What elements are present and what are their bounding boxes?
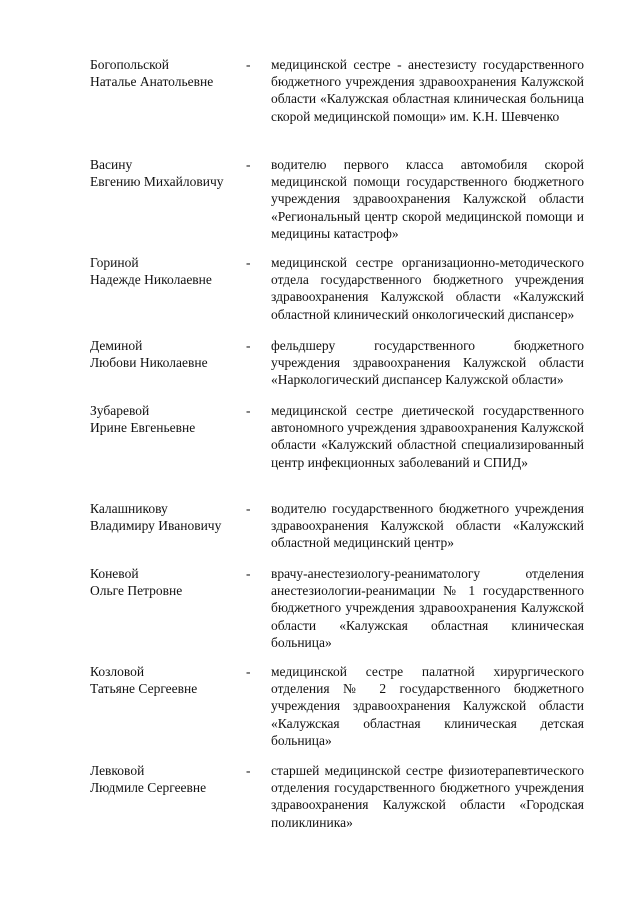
recipient-name <box>90 565 250 599</box>
separator-dash: - <box>246 157 251 172</box>
recipient-position: старшей медицинской сестре физиотерапевтического отделения государственного бюджетного учреждения здравоохранения Калужской области «Городская поликлиника» <box>271 763 584 830</box>
recipient-given-names: Надежде Николаевне <box>90 272 212 288</box>
recipient-surname: Левковой <box>90 763 145 778</box>
recipient-surname: Богопольской <box>90 57 169 72</box>
recipient-given-names: Ирине Евгеньевне <box>90 420 196 436</box>
recipient-position: медицинской сестре организационно-методического отдела государственного бюджетного учреждения здравоохранения Калужской области «Калужский областной клинический онкологический диспансер» <box>271 255 584 322</box>
recipient-name <box>90 56 250 90</box>
recipient-surname: Козловой <box>90 664 145 679</box>
separator-dash: - <box>246 763 251 778</box>
separator-dash: - <box>246 664 251 679</box>
recipient-position: медицинской сестре палатной хирургического отделения № 2 государственного бюджетного учреждения здравоохранения Калужской области «Калужская областная клиническая детская больница» <box>271 664 584 748</box>
separator-dash: - <box>246 403 251 418</box>
recipient-surname: Деминой <box>90 338 143 353</box>
recipient-given-names: Ольге Петровне <box>90 583 183 599</box>
separator-dash: - <box>246 566 251 581</box>
recipient-given-names: Наталье Анатольевне <box>90 74 214 90</box>
separator-dash: - <box>246 57 251 72</box>
recipient-position: водителю государственного бюджетного учреждения здравоохранения Калужской области «Калужский областной медицинский центр» <box>271 501 584 551</box>
recipient-given-names: Татьяне Сергеевне <box>90 681 198 697</box>
recipient-name <box>90 337 250 371</box>
recipient-name <box>90 254 250 288</box>
separator-dash: - <box>246 501 251 516</box>
recipient-surname: Гориной <box>90 255 139 270</box>
recipient-name <box>90 156 250 190</box>
recipient-name <box>90 663 250 697</box>
recipient-given-names: Евгению Михайловичу <box>90 174 224 190</box>
recipient-position: врачу-анестезиологу-реаниматологу отделения анестезиологии-реанимации № 1 государственного бюджетного учреждения здравоохранения Калужской области «Калужская областная клиническая больница» <box>271 566 584 650</box>
separator-dash: - <box>246 255 251 270</box>
recipient-surname: Зубаревой <box>90 403 150 418</box>
recipient-surname: Калашникову <box>90 501 168 516</box>
recipient-name <box>90 762 250 796</box>
recipient-position: водителю первого класса автомобиля скорой медицинской помощи государственного бюджетного учреждения здравоохранения Калужской области «Региональный центр скорой медицинской помощи и медицины катастроф» <box>271 157 584 241</box>
recipient-given-names: Людмиле Сергеевне <box>90 780 207 796</box>
recipient-given-names: Владимиру Ивановичу <box>90 518 222 534</box>
recipient-surname: Коневой <box>90 566 139 581</box>
separator-dash: - <box>246 338 251 353</box>
recipient-surname: Васину <box>90 157 133 172</box>
recipient-given-names: Любови Николаевне <box>90 355 208 371</box>
recipient-position: фельдшеру государственного бюджетного учреждения здравоохранения Калужской области «Наркологический диспансер Калужской области» <box>271 338 584 388</box>
recipient-name <box>90 402 250 436</box>
recipient-name <box>90 500 250 534</box>
recipient-position: медицинской сестре диетической государственного автономного учреждения здравоохранения Калужской области «Калужский областной специализированный центр инфекционных заболеваний и СПИД» <box>271 403 584 470</box>
recipient-position: медицинской сестре - анестезисту государственного бюджетного учреждения здравоохранения Калужской области «Калужская областная клиническая больница скорой медицинской помощи» им. К.Н. Шевченко <box>271 57 584 124</box>
